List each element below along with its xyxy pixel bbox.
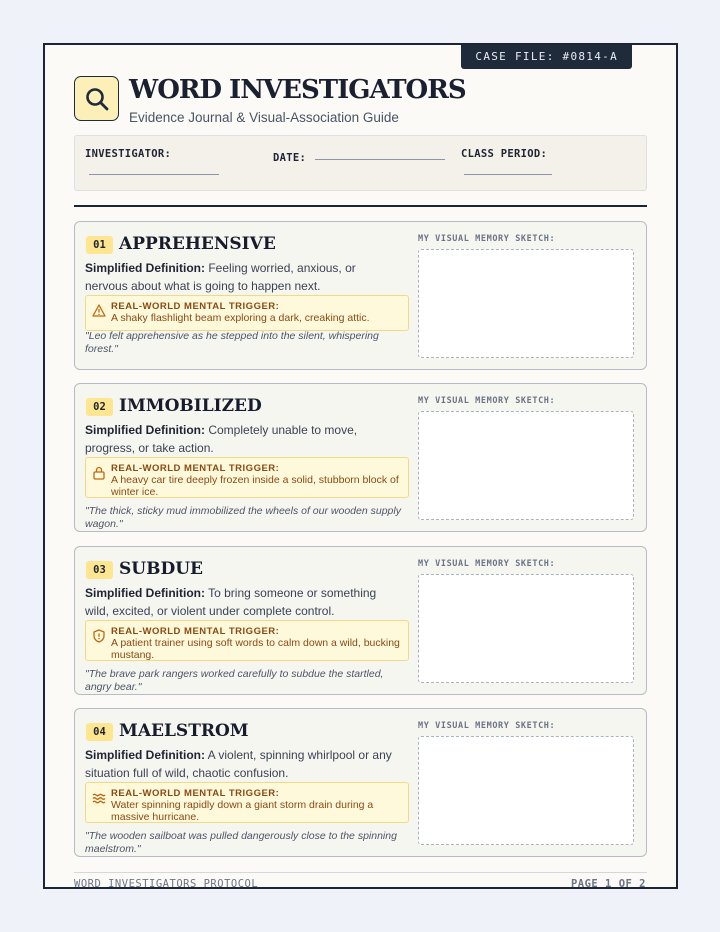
trigger-text: Water spinning rapidly down a giant storm drain during a massive hurricane.	[111, 799, 374, 823]
sketch-label: MY VISUAL MEMORY SKETCH:	[418, 559, 556, 569]
word-card	[74, 221, 647, 370]
date-field[interactable]	[315, 159, 445, 160]
vocabulary-word: MAELSTROM	[119, 721, 249, 741]
investigator-label: INVESTIGATOR:	[85, 148, 172, 160]
definition	[85, 747, 400, 782]
example-sentence: "The thick, sticky mud immobilized the wheels of our wooden supply wagon."	[85, 505, 401, 530]
shield-icon	[92, 629, 106, 643]
header	[74, 75, 646, 135]
sketch-area[interactable]	[418, 249, 634, 358]
word-card	[74, 546, 647, 695]
trigger-text: A patient trainer using soft words to calm down a wild, bucking mustang.	[111, 637, 400, 661]
word-number-badge: 04	[86, 723, 113, 741]
definition-text: A violent, spinning whirlpool or any situation full of wild, chaotic confusion.	[85, 748, 392, 780]
vocabulary-word: APPREHENSIVE	[119, 234, 276, 254]
warning-triangle-icon	[92, 304, 106, 317]
trigger-text: A shaky flashlight beam exploring a dark, creaking attic.	[111, 312, 370, 324]
footer-divider	[74, 872, 647, 873]
date-label: DATE:	[273, 152, 307, 164]
class-period-field[interactable]	[464, 174, 552, 175]
definition-prefix: Simplified Definition:	[85, 586, 205, 600]
vocabulary-word: IMMOBILIZED	[119, 396, 262, 416]
sketch-area[interactable]	[418, 411, 634, 520]
header-divider	[74, 205, 647, 207]
word-card	[74, 708, 647, 857]
lock-icon	[92, 466, 106, 480]
mental-trigger-box	[85, 295, 409, 331]
trigger-label: REAL-WORLD MENTAL TRIGGER:	[111, 463, 280, 474]
definition-prefix: Simplified Definition:	[85, 423, 205, 437]
sketch-label: MY VISUAL MEMORY SKETCH:	[418, 721, 556, 731]
mental-trigger-box	[85, 620, 409, 661]
trigger-label: REAL-WORLD MENTAL TRIGGER:	[111, 788, 280, 799]
page-title: WORD INVESTIGATORS	[129, 75, 466, 105]
sketch-area[interactable]	[418, 574, 634, 683]
page-number: PAGE 1 OF 2	[570, 878, 646, 889]
sketch-area[interactable]	[418, 736, 634, 845]
example-sentence: "The wooden sailboat was pulled dangerously close to the spinning maelstrom."	[85, 830, 397, 855]
word-card	[74, 383, 647, 532]
definition	[85, 585, 400, 620]
class-period-label: CLASS PERIOD:	[461, 148, 548, 160]
definition-text: Feeling worried, anxious, or nervous about what is going to happen next.	[85, 261, 356, 293]
mental-trigger-box	[85, 782, 409, 823]
sketch-label: MY VISUAL MEMORY SKETCH:	[418, 396, 556, 406]
vocabulary-word: SUBDUE	[119, 559, 203, 579]
word-number-badge: 02	[86, 398, 113, 416]
word-number-badge: 03	[86, 561, 113, 579]
mental-trigger-box	[85, 457, 409, 498]
example-sentence: "Leo felt apprehensive as he stepped into the silent, whispering forest."	[85, 330, 379, 355]
word-number-badge: 01	[86, 236, 113, 254]
investigator-info-box	[74, 135, 647, 191]
magnifying-glass-icon	[74, 76, 119, 121]
page-subtitle: Evidence Journal & Visual-Association Guide	[129, 110, 399, 125]
definition-prefix: Simplified Definition:	[85, 261, 205, 275]
case-file-tab: CASE FILE: #0814-A	[461, 45, 632, 69]
waves-icon	[92, 791, 106, 805]
trigger-label: REAL-WORLD MENTAL TRIGGER:	[111, 626, 280, 637]
definition-prefix: Simplified Definition:	[85, 748, 205, 762]
definition	[85, 422, 400, 457]
example-sentence: "The brave park rangers worked carefully to subdue the startled, angry bear."	[85, 668, 384, 693]
trigger-label: REAL-WORLD MENTAL TRIGGER:	[111, 301, 280, 312]
investigator-field[interactable]	[89, 174, 219, 175]
sketch-label: MY VISUAL MEMORY SKETCH:	[418, 234, 556, 244]
worksheet-page	[43, 43, 678, 889]
trigger-text: A heavy car tire deeply frozen inside a solid, stubborn block of winter ice.	[111, 474, 399, 498]
definition	[85, 260, 400, 295]
definition-text: Completely unable to move, progress, or take action.	[85, 423, 358, 455]
definition-text: To bring someone or something wild, excited, or violent under complete control.	[85, 586, 377, 618]
footer-protocol: WORD INVESTIGATORS PROTOCOL	[74, 878, 259, 889]
